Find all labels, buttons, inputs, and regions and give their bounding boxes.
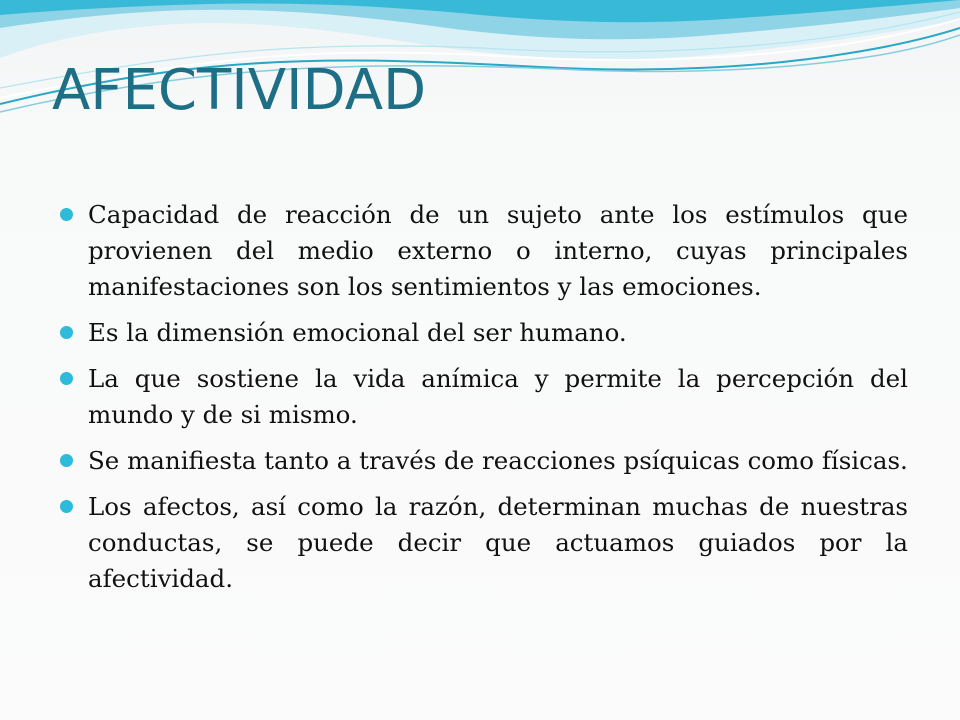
bullet-dot-icon: [60, 326, 73, 339]
bullet-dot-icon: [60, 372, 73, 385]
list-item-text: Se manifiesta tanto a través de reacciones psíquicas como físicas.: [88, 446, 908, 475]
bullet-dot-icon: [60, 454, 73, 467]
slide-title: AFECTIVIDAD: [52, 58, 427, 123]
list-item: [60, 361, 908, 433]
list-item: [60, 443, 908, 479]
list-item-text: Es la dimensión emocional del ser humano.: [88, 318, 627, 347]
list-item-text: Los afectos, así como la razón, determinan muchas de nuestras conductas, se puede decir que actuamos guiados por la afectividad.: [88, 492, 908, 593]
list-item-text: Capacidad de reacción de un sujeto ante los estímulos que provienen del medio externo o interno, cuyas principales manifestaciones son los sentimientos y las emociones.: [88, 200, 908, 301]
list-item: [60, 197, 908, 305]
bullet-list: [60, 197, 908, 607]
bullet-dot-icon: [60, 208, 73, 221]
list-item-text: La que sostiene la vida anímica y permite la percepción del mundo y de si mismo.: [88, 364, 908, 429]
bullet-dot-icon: [60, 500, 73, 513]
list-item: [60, 489, 908, 597]
list-item: [60, 315, 908, 351]
